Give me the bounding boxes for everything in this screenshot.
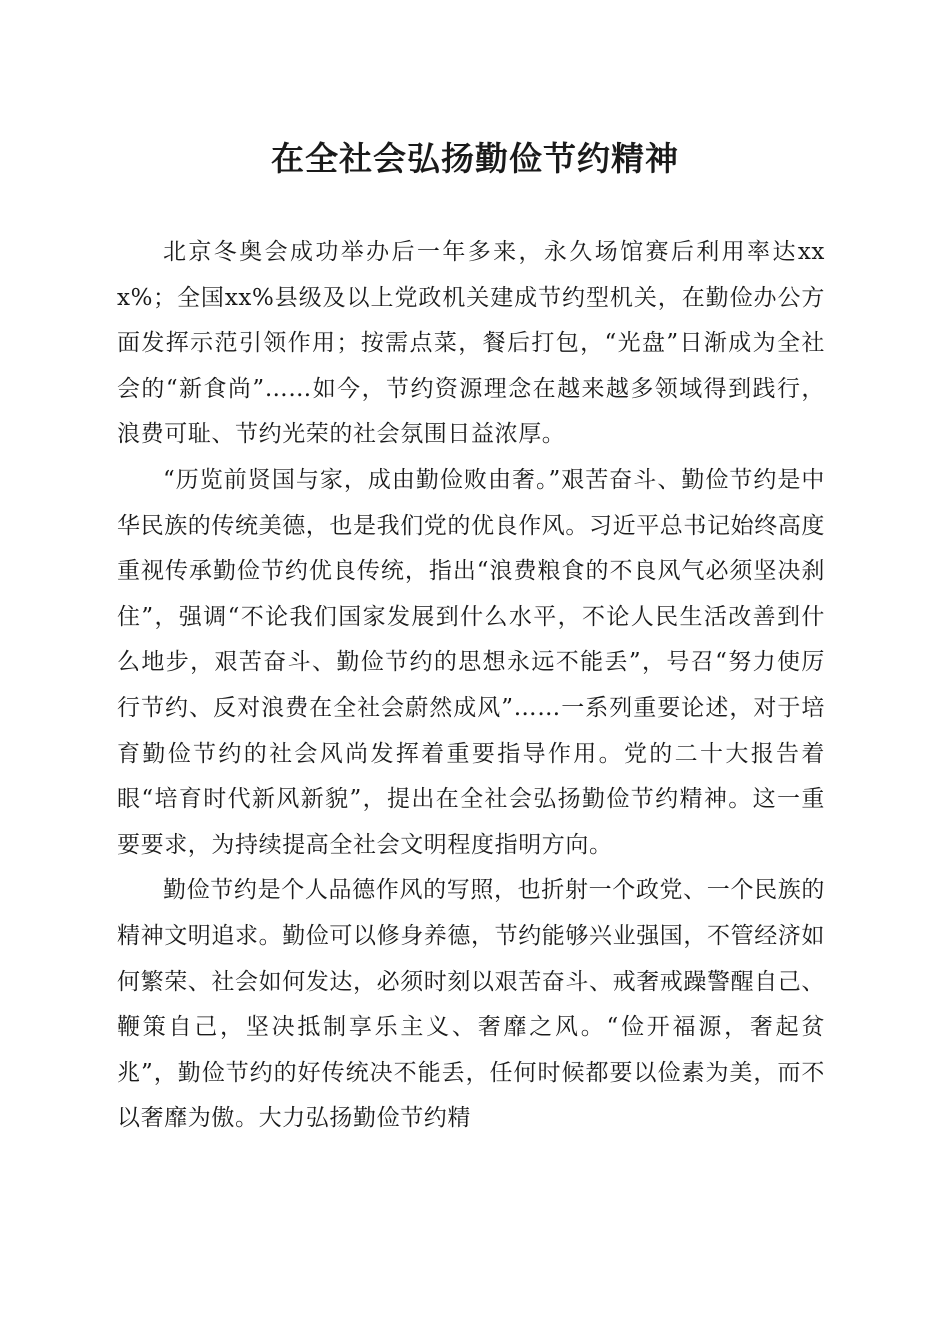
paragraph-1: 北京冬奥会成功举办后一年多来，永久场馆赛后利用率达xxx%；全国xx%县级及以上党政机关建成节约型机关，在勤俭办公方面发挥示范引领作用；按需点菜，餐后打包，“光盘”日渐成为全社会的“新食尚”……如今，节约资源理念在越来越多领域得到践行，浪费可耻、节约光荣的社会氛围日益浓厚。	[117, 239, 825, 448]
paragraph-3: 勤俭节约是个人品德作风的写照，也折射一个政党、一个民族的精神文明追求。勤俭可以修身养德，节约能够兴业强国，不管经济如何繁荣、社会如何发达，必须时刻以艰苦奋斗、戒奢戒躁警醒自己、鞭策自己，坚决抵制享乐主义、奢靡之风。“俭开福源，奢起贫兆”，勤俭节约的好传统决不能丢，任何时候都要以俭素为美，而不以奢靡为傲。大力弘扬勤俭节约精	[117, 877, 825, 1132]
document-title: 在全社会弘扬勤俭节约精神	[271, 139, 679, 178]
document-body	[117, 230, 825, 1142]
paragraph-2: “历览前贤国与家，成由勤俭败由奢。”艰苦奋斗、勤俭节约是中华民族的传统美德，也是我们党的优良作风。习近平总书记始终高度重视传承勤俭节约优良传统，指出“浪费粮食的不良风气必须坚决刹住”，强调“不论我们国家发展到什么水平，不论人民生活改善到什么地步，艰苦奋斗、勤俭节约的思想永远不能丢”，号召“努力使厉行节约、反对浪费在全社会蔚然成风”……一系列重要论述，对于培育勤俭节约的社会风尚发挥着重要指导作用。党的二十大报告着眼“培育时代新风新貌”，提出在全社会弘扬勤俭节约精神。这一重要要求，为持续提高全社会文明程度指明方向。	[117, 466, 825, 858]
